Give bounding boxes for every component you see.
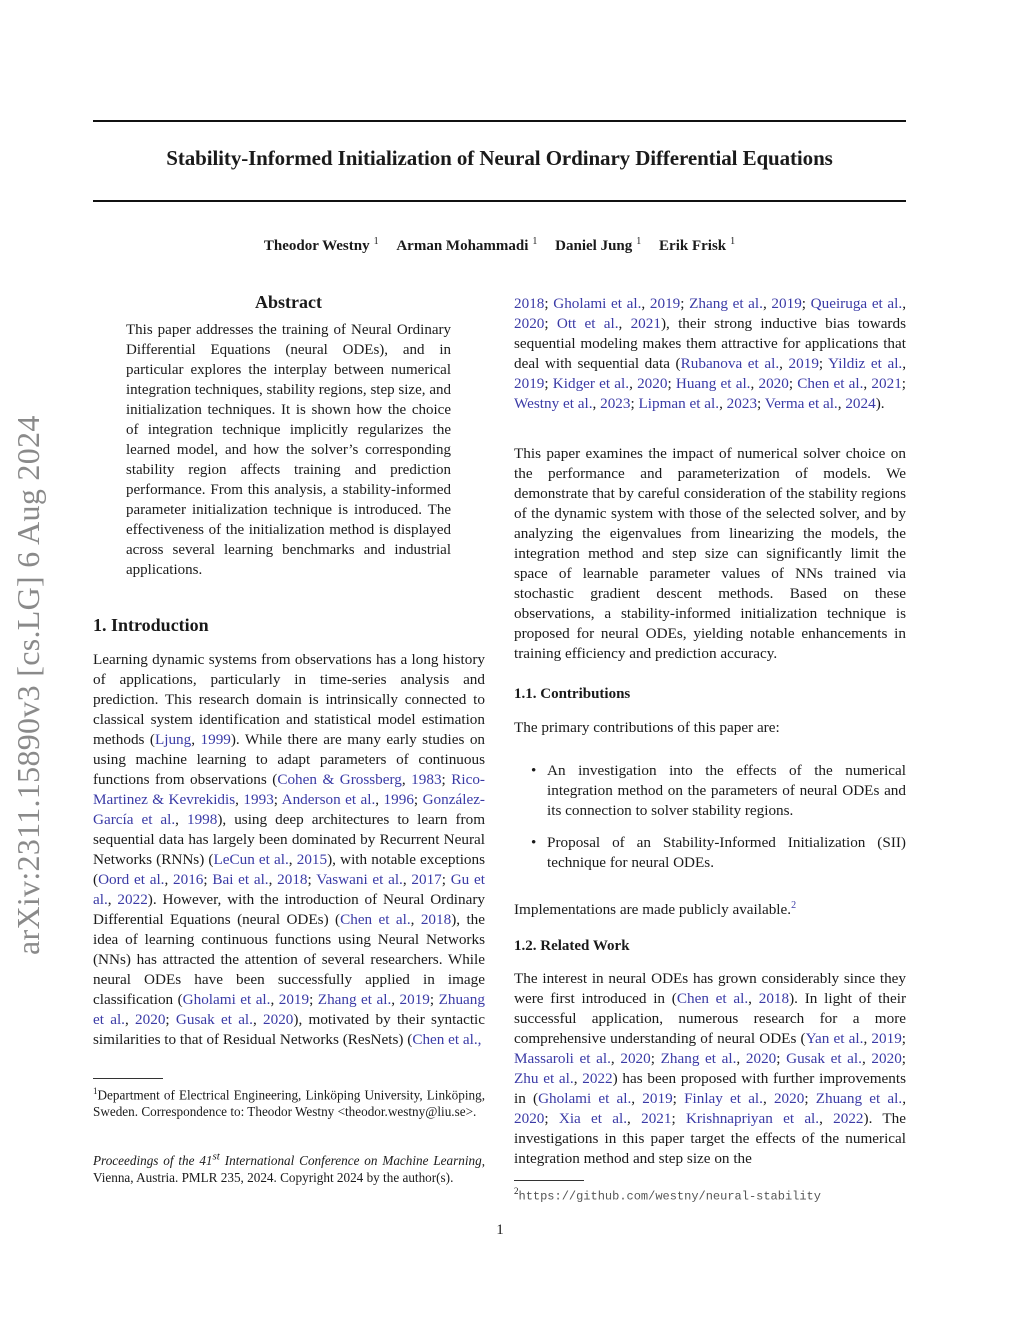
citation-link[interactable]: Bai et al. <box>212 871 269 888</box>
citation-link[interactable]: Verma et al. <box>764 395 838 412</box>
subsection-heading-contributions: 1.1. Contributions <box>514 686 631 702</box>
citation-link[interactable]: 2020 <box>758 375 789 392</box>
citation-link[interactable]: Chen et al., <box>412 1031 482 1048</box>
list-item: • Proposal of an Stability-Informed Initialization (SII) technique for neural ODEs. <box>531 834 906 871</box>
citation-link[interactable]: Westny et al. <box>514 395 593 412</box>
citation-link[interactable]: Yan et al. <box>805 1030 864 1047</box>
citation-link[interactable]: 2016 <box>173 871 204 888</box>
citation-link[interactable]: 1983 <box>411 771 442 788</box>
citation-link[interactable]: 2015 <box>296 851 328 868</box>
citation-link[interactable]: Chen et al. <box>797 375 864 392</box>
footnote-affiliation: $^1$Department of Electrical Engineering, Linköping University, Linköping, Sweden. Correspondence to: Theodor Westny <theodor.westny@liu.se>. <box>93 1086 485 1120</box>
title-rule-top <box>93 120 906 122</box>
citation-link[interactable]: 1996 <box>383 791 414 808</box>
citation-link[interactable]: Zhu et al. <box>514 1070 574 1087</box>
citation-link[interactable]: Gusak et al. <box>175 1011 253 1028</box>
citation-link[interactable]: 2024 <box>845 395 876 412</box>
citation-link[interactable]: 1999 <box>200 731 231 748</box>
citation-link[interactable]: 2019 <box>771 295 802 312</box>
author: Arman Mohammadi $^1$ <box>396 236 538 254</box>
citation-link[interactable]: 2021 <box>871 375 902 392</box>
citation-link[interactable]: Rico-Martinez & Kevrekidis <box>93 771 485 808</box>
contributions-list <box>514 761 906 885</box>
citation-link[interactable]: Zhang et al. <box>317 991 392 1008</box>
citation-link[interactable]: Kidger et al. <box>552 375 630 392</box>
title-rule-bottom <box>93 200 906 202</box>
section-heading-introduction: 1. Introduction <box>93 615 209 635</box>
citation-link[interactable]: 2019 <box>871 1030 902 1047</box>
footnote-rule <box>93 1078 163 1079</box>
citation-link[interactable]: 2020 <box>871 1050 902 1067</box>
citation-link[interactable]: González-García et al. <box>93 791 485 828</box>
footnote-ref-link[interactable]: 2 <box>791 900 797 911</box>
citation-link[interactable]: 2023 <box>726 395 758 412</box>
footnote-rule <box>514 1180 584 1181</box>
paper-title: Stability-Informed Initialization of Neural Ordinary Differential Equations <box>166 146 833 170</box>
citation-link[interactable]: Cohen & Grossberg <box>277 771 402 788</box>
citation-link[interactable]: 2020 <box>637 375 668 392</box>
citation-link[interactable]: Anderson et al. <box>281 791 376 808</box>
citation-link[interactable]: Massaroli et al. <box>514 1050 611 1067</box>
citation-link[interactable]: 2019 <box>788 355 819 372</box>
citation-link[interactable]: 2020 <box>773 1090 805 1107</box>
arxiv-sidebar-stamp: arXiv:2311.15890v3 [cs.LG] 6 Aug 2024 <box>10 415 46 955</box>
citation-link[interactable]: 2021 <box>641 1110 672 1127</box>
citation-link[interactable]: Lipman et al. <box>638 395 720 412</box>
abstract-text: This paper addresses the training of Neural Ordinary Differential Equations (neural ODEs), and in particular explores the interplay between numerical integration techniques, stability regions, step size, and initialization techniques. It is shown how the choice of integration technique implicitly regularizes the learned model, and how the solver’s corresponding stability region affects training and prediction performance. From this analysis, a stability-informed parameter initialization technique is introduced. The effectiveness of the initialization method is displayed across several learning benchmarks and industrial applications. <box>126 322 451 578</box>
citation-link[interactable]: Ott et al. <box>556 315 619 332</box>
implementation-note: Implementations are made publicly available.$^2$ <box>514 900 797 919</box>
citation-link[interactable]: Zhuang et al. <box>93 991 485 1028</box>
citation-link[interactable]: Yildiz et al. <box>828 355 903 372</box>
citation-link[interactable]: 2019 <box>399 991 430 1008</box>
citation-link[interactable]: 2023 <box>600 395 631 412</box>
author: Theodor Westny $^1$ <box>263 236 379 254</box>
citation-link[interactable]: 2019 <box>642 1090 673 1107</box>
citation-link[interactable]: Huang et al. <box>675 375 751 392</box>
citation-link[interactable]: 2021 <box>630 315 661 332</box>
abstract-heading: Abstract <box>255 292 322 312</box>
citation-link[interactable]: 2020 <box>135 1011 166 1028</box>
bullet-icon: • <box>531 834 537 851</box>
subsection-heading-related-work: 1.2. Related Work <box>514 938 630 954</box>
intro-paragraph-1-continued: 2018; Gholami et al., 2019; Zhang et al., 2019; Queiruga et al., 2020; Ott et al., 2021), their strong inductive bias towards sequential modeling makes them attractive for applications that deal with sequential data (Rubanova et al., 2019; Yildiz et al., 2019; Kidger et al., 2020; Huang et al., 2020; Chen et al., 2021; Westny et al., 2023; Lipman et al., 2023; Verma et al., 2024). <box>514 295 907 412</box>
citation-link[interactable]: LeCun et al. <box>213 851 289 868</box>
author: Erik Frisk $^1$ <box>659 236 736 254</box>
proceedings-note: Proceedings of the 41st International Conference on Machine Learning, Vienna, Austria. PMLR 235, 2024. Copyright 2024 by the author(s). <box>93 1151 485 1186</box>
citation-link[interactable]: Oord et al. <box>98 871 165 888</box>
citation-link[interactable]: 2022 <box>582 1070 613 1087</box>
intro-paragraph-1: Learning dynamic systems from observations has a long history of applications, particularly in time-series analysis and prediction. This research domain is intrinsically connected to classical system identification and statistical model estimation methods (Ljung, 1999). While there are many early studies on using machine learning to adapt parameters of continuous functions from observations (Cohen & Grossberg, 1983; Rico-Martinez & Kevrekidis, 1993; Anderson et al., 1996; González-García et al., 1998), using deep architectures to learn from sequential data has largely been dominated by Recurrent Neural Networks (RNNs) (LeCun et al., 2015), with notable exceptions (Oord et al., 2016; Bai et al., 2018; Vaswani et al., 2017; Gu et al., 2022). However, with the introduction of Neural Ordinary Differential Equations (neural ODEs) (Chen et al., 2018), the idea of learning continuous functions using Neural Networks (NNs) has attracted the attention of several researchers. While neural ODEs have been successfully applied in image classification (Gholami et al., 2019; Zhang et al., 2019; Zhuang et al., 2020; Gusak et al., 2020), motivated by their syntactic similarities to that of Residual Networks (ResNets) (Chen et al., <box>93 651 486 1048</box>
citation-link[interactable]: 2022 <box>833 1110 864 1127</box>
contributions-lead: The primary contributions of this paper are: <box>514 719 780 736</box>
citation-link[interactable]: Gusak et al. <box>786 1050 862 1067</box>
citation-link[interactable]: 2017 <box>411 871 442 888</box>
citation-link[interactable]: Finlay et al. <box>684 1090 763 1107</box>
citation-link[interactable]: 2018 <box>514 295 545 312</box>
citation-link[interactable]: 2019 <box>514 375 545 392</box>
citation-link[interactable]: 2020 <box>620 1050 651 1067</box>
citation-link[interactable]: 1993 <box>243 791 274 808</box>
page-number: 1 <box>496 1222 504 1238</box>
citation-link[interactable]: Rubanova et al. <box>680 355 780 372</box>
repository-link[interactable]: https://github.com/westny/neural-stability <box>518 1189 821 1204</box>
citation-link[interactable]: Zhuang et al. <box>815 1090 903 1107</box>
citation-link[interactable]: Gholami et al. <box>538 1090 632 1107</box>
citation-link[interactable]: Gu et al. <box>93 871 485 908</box>
citation-link[interactable]: 2018 <box>277 871 308 888</box>
citation-link[interactable]: Krishnapriyan et al. <box>685 1110 820 1127</box>
bullet-icon: • <box>531 762 537 779</box>
citation-link[interactable]: 2020 <box>745 1050 777 1067</box>
citation-link[interactable]: Gholami et al. <box>182 991 271 1008</box>
intro-paragraph-2: This paper examines the impact of numerical solver choice on the performance and parameterization of models. We demonstrate that by careful consideration of the stability regions of the dynamic system with those of the selected solver, and by analyzing the eigenvalues from linearizing the models, the integration method and step size can significantly limit the space of learnable parameter values of NNs trained via stochastic gradient descent methods. Based on these observations, a stability-informed initialization technique is proposed for neural ODEs, yielding notable enhancements in training efficiency and prediction accuracy. <box>514 445 906 662</box>
citation-link[interactable]: 2020 <box>263 1011 294 1028</box>
citation-link[interactable]: Vaswani et al. <box>316 871 403 888</box>
citation-link[interactable]: 2018 <box>758 990 790 1007</box>
citation-link[interactable]: 2019 <box>649 295 681 312</box>
citation-link[interactable]: 1998 <box>186 811 218 828</box>
citation-link[interactable]: 2022 <box>117 891 148 908</box>
related-work-paragraph: The interest in neural ODEs has grown considerably since they were first introduced in (Chen et al., 2018). In light of their successful application, numerous research for a more comprehensive understanding of neural ODEs (Yan et al., 2019; Massaroli et al., 2020; Zhang et al., 2020; Gusak et al., 2020; Zhu et al., 2022) has been proposed with further improvements in (Gholami et al., 2019; Finlay et al., 2020; Zhuang et al., 2020; Xia et al., 2021; Krishnapriyan et al., 2022). The investigations in this paper target the effects of the numerical integration method and step size on the <box>514 970 907 1167</box>
list-item: • An investigation into the effects of the numerical integration method on the parameters of neural ODEs and its connection to solver stability regions. <box>531 762 906 819</box>
citation-link[interactable]: Chen et al. <box>340 911 411 928</box>
citation-link[interactable]: Xia et al. <box>558 1110 628 1127</box>
citation-link[interactable]: Queiruga et al. <box>810 295 903 312</box>
citation-link[interactable]: 2019 <box>278 991 310 1008</box>
citation-link[interactable]: Chen et al. <box>676 990 749 1007</box>
citation-link[interactable]: 2020 <box>514 315 545 332</box>
citation-link[interactable]: Ljung <box>154 731 192 748</box>
citation-link[interactable]: 2018 <box>420 911 452 928</box>
citation-link[interactable]: Zhang et al. <box>689 295 763 312</box>
author-list <box>93 236 906 255</box>
author: Daniel Jung $^1$ <box>555 236 642 254</box>
citation-link[interactable]: Gholami et al. <box>553 295 642 312</box>
citation-link[interactable]: Zhang et al. <box>660 1050 737 1067</box>
citation-link[interactable]: 2020 <box>514 1110 545 1127</box>
footnote-url: $^2$https://github.com/westny/neural-stability <box>514 1186 821 1204</box>
